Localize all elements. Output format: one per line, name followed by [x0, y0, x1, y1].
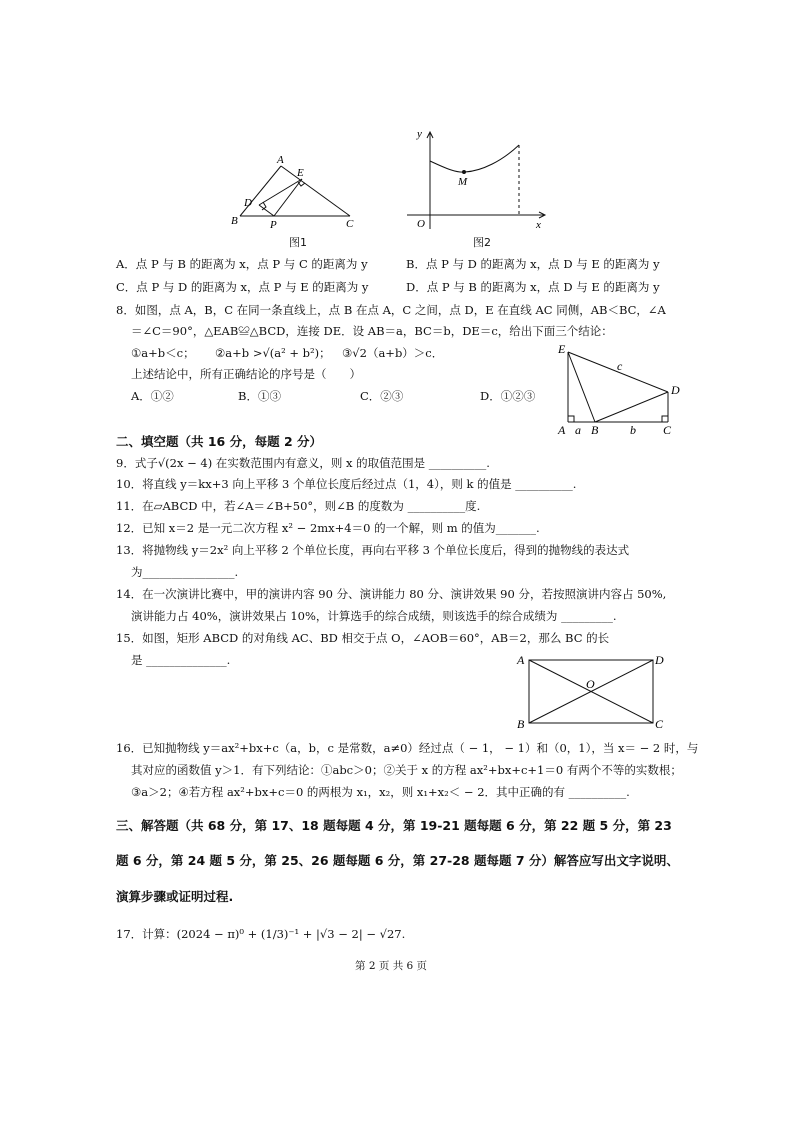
fig1-label-P: P: [270, 219, 277, 231]
q8-conclusion-1: ①a+b＜c；: [131, 346, 195, 360]
q16-line-3: ③a＞2；④若方程 ax²+bx+c＝0 的两根为 x₁，x₂，则 x₁+x₂＜ − 2．其中正确的有 __________.: [131, 785, 630, 799]
fig2-label-x: x: [536, 219, 541, 231]
q7-option-d: D．点 P 与 B 的距离为 x，点 D 与 E 的距离为 y: [406, 280, 660, 294]
q9: 9．式子√(2x − 4) 在实数范围内有意义，则 x 的取值范围是 __________.: [116, 456, 490, 470]
q8-fig-label-E: E: [558, 342, 566, 356]
q8-fig-label-D: D: [671, 383, 680, 397]
q15-line-2: 是 ______________.: [131, 653, 231, 667]
q8-line-1: 8．如图，点 A，B，C 在同一条直线上，点 B 在点 A，C 之间，点 D，E 在直线 AC 同侧，AB＜BC，∠A: [116, 303, 666, 317]
fig2-label-M: M: [458, 176, 468, 188]
q16-line-2: 其对应的函数值 y＞1．有下列结论：①abc＞0；②关于 x 的方程 ax²+bx+c+1＝0 有两个不等的实数根；: [131, 763, 682, 777]
q8-conclusion-2: ②a+b >√(a² + b²)；: [215, 346, 331, 360]
figure-1-caption: 图1: [289, 236, 307, 249]
figure-1-triangle: [228, 150, 368, 232]
q8-fig-label-A: A: [558, 423, 566, 437]
fig2-label-y: y: [417, 128, 422, 140]
q8-option-c: C．②③: [360, 389, 404, 403]
q8-conclusion-3: ③√2（a+b）＞c．: [342, 346, 444, 360]
q7-option-b: B．点 P 与 D 的距离为 x，点 D 与 E 的距离为 y: [406, 257, 660, 271]
section-3-heading-line-2: 题 6 分，第 24 题 5 分，第 25、26 题每题 6 分，第 27-28 题每题 7 分）解答应写出文字说明、: [116, 853, 679, 868]
section-3-heading-line-1: 三、解答题（共 68 分，第 17、18 题每题 4 分，第 19-21 题每题 6 分，第 22 题 5 分，第 23: [116, 818, 672, 833]
q13-line-2: 为________________.: [131, 565, 239, 579]
fig1-label-C: C: [346, 218, 354, 230]
fig2-label-O: O: [417, 218, 425, 230]
q8-option-a: A．①②: [131, 389, 174, 403]
q15-rectangle-figure: [513, 650, 673, 735]
q14-line-1: 14．在一次演讲比赛中，甲的演讲内容 90 分、演讲能力 80 分、演讲效果 90 分，若按照演讲内容占 50%,: [116, 587, 667, 601]
fig1-label-B: B: [231, 215, 238, 227]
section-3-heading-line-3: 演算步骤或证明过程.: [116, 889, 234, 904]
q8-fig-label-a: a: [575, 423, 581, 437]
q8-figure: [555, 340, 690, 440]
q15-fig-label-O: O: [586, 677, 595, 691]
q17: 17．计算：(2024 − π)⁰ + (1/3)⁻¹ + |√3 − 2| − √27.: [116, 927, 406, 941]
q8-fig-label-B: B: [591, 423, 599, 437]
q8-line-2: ＝∠C＝90°，△EAB≌△BCD，连接 DE．设 AB＝a，BC＝b，DE＝c，给出下面三个结论：: [131, 324, 613, 338]
q8-fig-label-b: b: [630, 423, 636, 437]
q15-fig-label-C: C: [655, 717, 664, 731]
q15-fig-label-A: A: [517, 653, 525, 667]
page-footer: 第 2 页 共 6 页: [355, 960, 428, 972]
q11: 11．在▱ABCD 中，若∠A＝∠B+50°，则∠B 的度数为 __________度.: [116, 499, 481, 513]
q16-line-1: 16．已知抛物线 y＝ax²+bx+c（a，b，c 是常数，a≠0）经过点（ − 1， − 1）和（0，1），当 x＝ − 2 时，与: [116, 741, 699, 755]
fig1-label-A: A: [277, 154, 284, 166]
q8-option-b: B．①③: [238, 389, 281, 403]
fig1-label-D: D: [244, 197, 252, 209]
q8-option-d: D．①②③: [480, 389, 536, 403]
figure-2-graph: [402, 125, 552, 235]
q15-fig-label-B: B: [517, 717, 525, 731]
q10: 10．将直线 y＝kx+3 向上平移 3 个单位长度后经过点（1，4），则 k 的值是 __________.: [116, 477, 577, 491]
q14-line-2: 演讲能力占 40%，演讲效果占 10%，计算选手的综合成绩，则该选手的综合成绩为 _________.: [131, 609, 617, 623]
q12: 12．已知 x＝2 是一元二次方程 x² − 2mx+4＝0 的一个解，则 m 的值为_______.: [116, 521, 540, 535]
fig1-label-E: E: [297, 167, 304, 179]
q8-line-4: 上述结论中，所有正确结论的序号是（ ）: [131, 367, 361, 381]
figure-2-caption: 图2: [473, 236, 491, 249]
q8-fig-label-C: C: [663, 423, 672, 437]
q7-option-a: A．点 P 与 B 的距离为 x，点 P 与 C 的距离为 y: [116, 257, 368, 271]
q15-fig-label-D: D: [655, 653, 664, 667]
q7-option-c: C．点 P 与 D 的距离为 x，点 P 与 E 的距离为 y: [116, 280, 369, 294]
q15-line-1: 15．如图，矩形 ABCD 的对角线 AC、BD 相交于点 O，∠AOB＝60°，AB＝2，那么 BC 的长: [116, 631, 610, 645]
section-2-heading: 二、填空题（共 16 分，每题 2 分）: [116, 434, 323, 449]
q8-fig-label-c: c: [617, 359, 623, 373]
q13-line-1: 13．将抛物线 y＝2x² 向上平移 2 个单位长度，再向右平移 3 个单位长度后，得到的抛物线的表达式: [116, 543, 630, 557]
